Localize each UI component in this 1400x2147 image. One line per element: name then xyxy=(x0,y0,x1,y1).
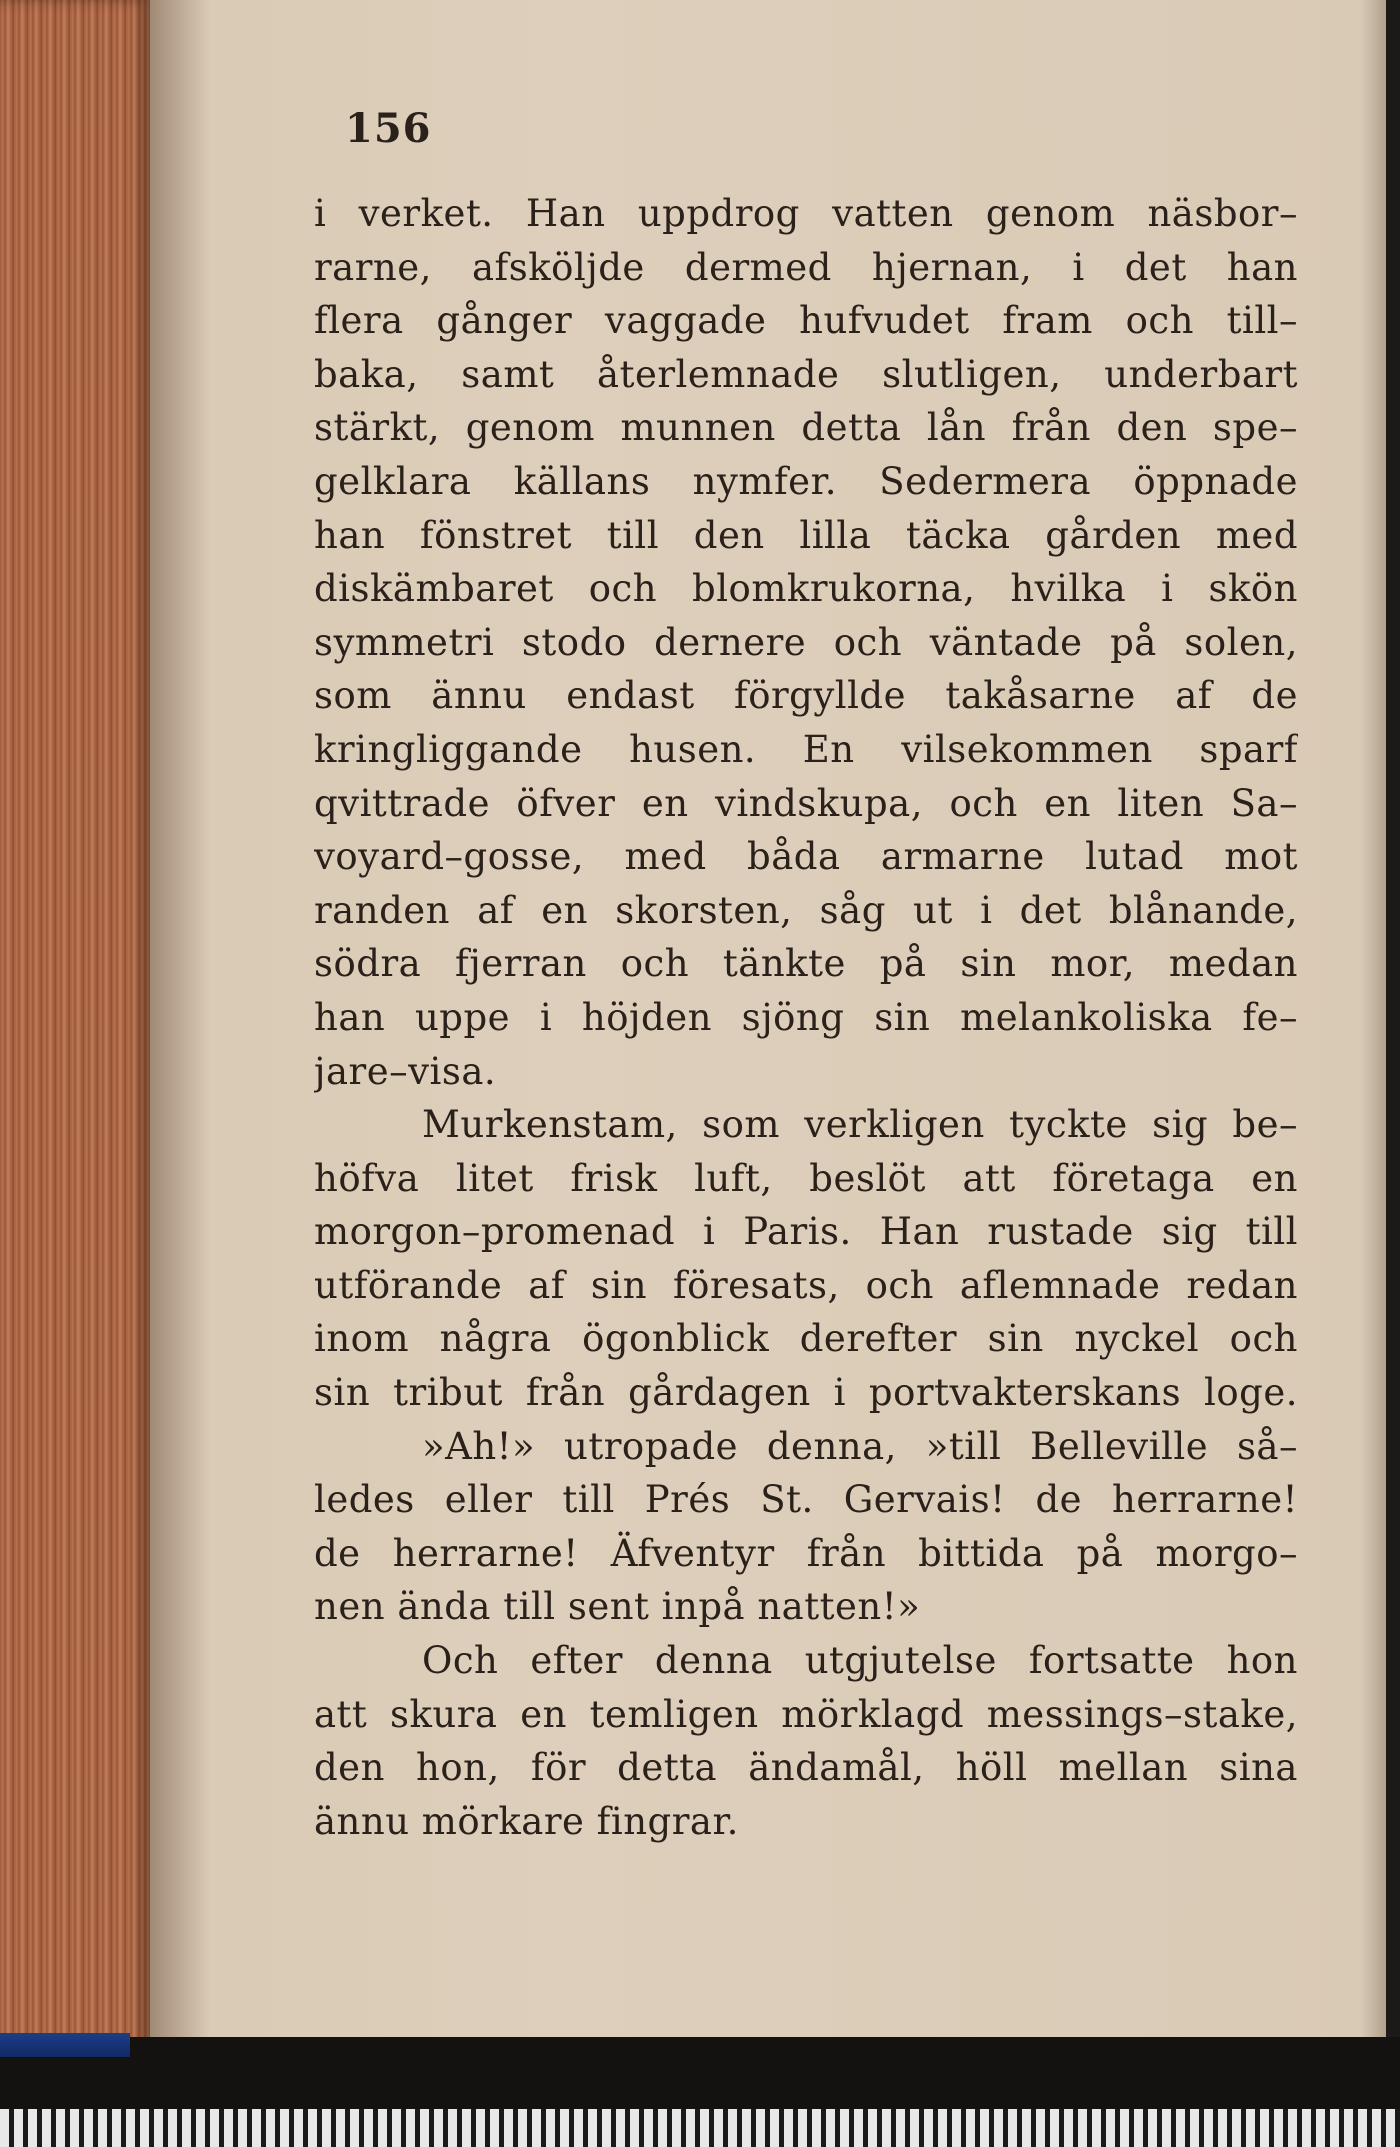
text-line: symmetri stodo dernere och väntade på solen, xyxy=(314,620,1298,664)
text-line: qvittrade öfver en vindskupa, och en liten Sa– xyxy=(314,781,1298,825)
text-line: södra fjerran och tänkte på sin mor, medan xyxy=(314,942,1298,986)
text-line: »Ah!» utropade denna, »till Belleville så– xyxy=(422,1424,1298,1468)
text-line: sin tribut från gårdagen i portvakterskans loge. xyxy=(314,1371,1298,1415)
text-line: rarne, afsköljde dermed hjernan, i det han xyxy=(314,245,1298,289)
scan-calibration-strip xyxy=(0,2109,1400,2147)
text-line: Och efter denna utgjutelse fortsatte hon xyxy=(422,1639,1298,1683)
text-line: han fönstret till den lilla täcka gården med xyxy=(314,513,1298,557)
text-line: ledes eller till Prés St. Gervais! de herrarne! xyxy=(314,1478,1298,1522)
text-line: voyard–gosse, med båda armarne lutad mot xyxy=(314,835,1298,879)
text-line: han uppe i höjden sjöng sin melankoliska fe– xyxy=(314,995,1298,1039)
text-line: den hon, för detta ändamål, höll mellan sina xyxy=(314,1746,1298,1790)
text-line: morgon–promenad i Paris. Han rustade sig till xyxy=(314,1210,1298,1254)
text-line: flera gånger vaggade hufvudet fram och till– xyxy=(314,299,1298,343)
page-number: 156 xyxy=(345,105,432,152)
text-line: diskämbaret och blomkrukorna, hvilka i skön xyxy=(314,567,1298,611)
body-text xyxy=(314,187,1298,1848)
text-line: som ännu endast förgyllde takåsarne af de xyxy=(314,674,1298,718)
text-line: utförande af sin föresats, och aflemnade redan xyxy=(314,1263,1298,1307)
text-line: inom några ögonblick derefter sin nyckel och xyxy=(314,1317,1298,1361)
text-line: höfva litet frisk luft, beslöt att företaga en xyxy=(314,1156,1298,1200)
book-cover-edge xyxy=(0,2033,130,2057)
gutter-shadow xyxy=(150,0,210,2060)
text-line: randen af en skorsten, såg ut i det blånande, xyxy=(314,888,1298,932)
text-line: att skura en temligen mörklagd messings–stake, xyxy=(314,1692,1298,1736)
text-line: kringliggande husen. En vilsekommen sparf xyxy=(314,727,1298,771)
text-line: Murkenstam, som verkligen tyckte sig be– xyxy=(422,1103,1298,1147)
text-line: jare–visa. xyxy=(314,1049,497,1093)
text-line: gelklara källans nymfer. Sedermera öppnade xyxy=(314,459,1298,503)
text-line: nen ända till sent inpå natten!» xyxy=(314,1585,921,1629)
scan-border-right xyxy=(1386,0,1400,2060)
book-page-edges xyxy=(0,0,150,2060)
text-line: ännu mörkare fingrar. xyxy=(314,1799,739,1843)
text-line: de herrarne! Äfventyr från bittida på morgo– xyxy=(314,1531,1298,1575)
text-line: stärkt, genom munnen detta lån från den spe– xyxy=(314,406,1298,450)
text-line: i verket. Han uppdrog vatten genom näsbor– xyxy=(314,192,1298,235)
text-line: baka, samt återlemnade slutligen, underbart xyxy=(314,352,1298,396)
